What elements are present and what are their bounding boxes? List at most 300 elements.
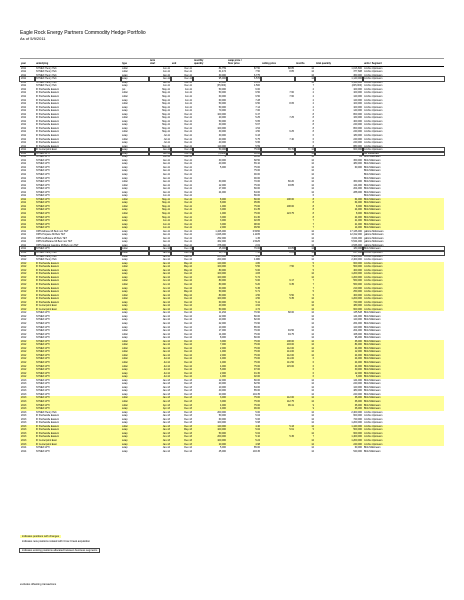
table-cell: Dec-11 — [184, 187, 192, 191]
table-cell: swap — [122, 112, 128, 116]
table-cell: 288,000 — [353, 190, 362, 194]
table-cell: 12 — [311, 70, 314, 74]
table-cell: swap — [121, 208, 149, 212]
table-cell: NYMEX WTI — [36, 190, 50, 194]
table-cell: 7.14 — [255, 105, 260, 109]
table-cell: 75.00 — [254, 332, 260, 336]
table-cell: 24,000 — [315, 361, 363, 365]
table-cell: collar — [121, 251, 149, 255]
table-cell: Dec-11 — [171, 208, 193, 212]
table-cell: Jan-11 — [162, 180, 170, 184]
table-cell: 4.50 — [255, 254, 260, 258]
table-cell: 75.00 — [227, 396, 261, 400]
table-cell: swap — [121, 443, 149, 447]
table-cell: Bbls Midstream — [364, 165, 381, 169]
table-cell: 50,000 — [193, 148, 227, 152]
table-cell: 2013 — [20, 425, 35, 429]
table-cell: 70,000 — [218, 109, 226, 113]
table-cell: 24,000 — [315, 216, 363, 220]
table-cell: 94.75 — [288, 332, 294, 336]
table-cell: 100,000 — [353, 87, 362, 91]
table-cell: 2 — [312, 98, 314, 102]
table-cell: 7.40 — [289, 137, 294, 141]
table-cell: Dec-12 — [171, 361, 193, 365]
table-cell: 12 — [311, 414, 314, 418]
table-cell: Dec-12 — [171, 375, 193, 379]
table-cell: 2012 — [20, 375, 35, 379]
table-cell: 2013 — [21, 392, 27, 396]
table-cell: Jul-12 — [149, 365, 171, 369]
table-cell: 12 — [295, 276, 315, 280]
table-cell: 2011 — [21, 158, 27, 162]
table-cell: swap — [122, 410, 128, 414]
table-cell: Bbls Midstream — [364, 318, 381, 322]
table-cell: Dec-13 — [184, 392, 192, 396]
table-cell: May-11 — [162, 109, 170, 113]
table-cell: Dec-12 — [184, 321, 192, 325]
table-cell: collar — [122, 180, 128, 184]
table-cell: 80,000 — [193, 269, 227, 273]
table-cell: 2011 — [21, 243, 27, 247]
table-cell: 17,000 — [218, 187, 226, 191]
table-cell: 3,000 — [193, 216, 227, 220]
table-cell: 3,180,000 — [351, 254, 362, 258]
table-cell: 480,000 — [315, 304, 363, 308]
table-cell: 2011 — [21, 173, 27, 176]
table-cell: 12 — [311, 229, 314, 233]
table-cell: 2013 — [20, 400, 35, 404]
table-cell: 6 — [295, 372, 315, 376]
table-cell: Jul-12 — [149, 357, 171, 361]
table-cell: 720,000 — [315, 301, 363, 305]
table-cell: 92.05 — [227, 219, 261, 223]
table-cell: Bbls Midstream — [364, 449, 381, 453]
table-cell: mmbtu Upstream — [364, 102, 383, 106]
table-cell: swap — [122, 385, 128, 389]
table-cell: Jan-13 — [162, 385, 170, 389]
column-header: term — [149, 59, 171, 63]
table-cell: Bbls Midstream — [364, 194, 381, 198]
table-cell: 40,000 — [218, 141, 226, 145]
table-cell: 5.45 — [227, 287, 261, 291]
table-cell: put — [122, 87, 126, 91]
table-cell: swap — [122, 119, 128, 123]
table-cell: NYMEX WTI — [35, 216, 121, 220]
table-cell: 2011 — [20, 247, 35, 251]
table-cell: IF Centerpoint East — [35, 443, 121, 447]
table-cell: Jan-12 — [149, 347, 171, 351]
table-cell: 85.00 — [254, 446, 260, 450]
table-cell: 12 — [311, 73, 314, 77]
table-cell: Bbls Midstream — [363, 219, 444, 223]
table-cell: 84.00 — [254, 385, 260, 389]
table-cell: Dec-14 — [184, 449, 192, 453]
table-cell: swap — [122, 325, 128, 329]
table-cell: IF Panhandle Eastern — [36, 144, 60, 148]
table-cell: 6 — [295, 375, 315, 379]
table-cell: mmbtu Upstream — [363, 276, 444, 280]
table-cell: 2011 — [21, 233, 27, 237]
table-cell: 400,000 — [315, 269, 363, 273]
table-cell: 100,000 — [193, 297, 227, 301]
table-cell: 5.67 — [255, 123, 260, 127]
table-cell: Bbls Midstream — [363, 404, 444, 408]
table-cell: swap — [122, 449, 128, 453]
table-cell: 7.60 — [289, 91, 294, 95]
table-cell: IF Centerpoint East — [35, 304, 121, 308]
table-cell: 60,000 — [218, 94, 226, 98]
table-cell: 12 — [311, 389, 314, 393]
table-cell: NYMEX WTI — [35, 340, 121, 344]
table-cell: 2011 — [21, 80, 27, 84]
table-cell: Dec-13 — [184, 389, 192, 393]
table-cell: 9 — [295, 407, 315, 411]
table-cell: Jul-12 — [149, 375, 171, 379]
table-cell: 30,000 — [218, 133, 226, 137]
table-cell: 500,000 — [315, 265, 363, 269]
table-cell: mmbtu Upstream — [363, 443, 444, 447]
table-cell: swap — [122, 194, 128, 198]
table-cell: 2011 — [20, 148, 35, 152]
table-cell: Jan-12 — [149, 343, 171, 347]
table-cell: Jul-11 — [163, 137, 170, 141]
table-cell: 12 — [311, 318, 314, 322]
table-cell: 12,000 — [315, 350, 363, 354]
table-cell: Dec-12 — [184, 325, 192, 329]
table-cell: mmbtu Upstream — [364, 126, 383, 130]
table-cell: 8 — [295, 212, 315, 216]
table-cell: swap — [121, 304, 149, 308]
table-cell: 2011 — [21, 105, 27, 109]
table-cell: Bbls Midstream — [364, 325, 381, 329]
table-cell: Jan-13 — [149, 432, 171, 436]
table-cell: collar — [121, 361, 149, 365]
table-cell: 76.90 — [254, 311, 260, 315]
table-cell: 160,000 — [353, 116, 362, 120]
table-cell: Dec-11 — [184, 119, 192, 123]
table-cell: Bbls Midstream — [363, 361, 444, 365]
table-cell: 31,474 — [218, 70, 226, 74]
table-cell: 80.00 — [227, 198, 261, 202]
table-cell: 8.85 — [261, 251, 295, 255]
table-cell: NYMEX WTI — [35, 365, 121, 369]
table-cell: NYMEX WTI — [35, 396, 121, 400]
table-cell: swap — [122, 229, 128, 233]
table-cell: swap — [122, 158, 128, 162]
table-cell: Bbls Midstream — [364, 158, 381, 162]
table-cell: 80.00 — [254, 187, 260, 191]
table-cell: (6,000) — [193, 152, 227, 156]
table-cell: 12 — [311, 176, 314, 180]
table-cell: Dec-11 — [184, 229, 192, 233]
table-cell: 600,000 — [315, 148, 363, 152]
table-cell: 80,000 — [193, 279, 227, 283]
table-cell: mmbtu Upstream — [364, 112, 383, 116]
table-cell: 112.00 — [261, 354, 295, 358]
table-cell: Jan-11 — [149, 77, 171, 81]
table-cell: IF Panhandle Eastern — [35, 276, 121, 280]
table-cell: 7.28 — [255, 98, 260, 102]
table-cell: 100,000 — [353, 105, 362, 109]
table-cell: 4.50 — [255, 130, 260, 134]
table-cell: 7.50 — [227, 251, 261, 255]
table-cell: NYMEX WTI — [36, 382, 50, 386]
table-cell: Dec-12 — [171, 279, 193, 283]
table-cell: 8.85 — [289, 70, 294, 74]
table-cell: collar — [121, 294, 149, 298]
table-cell: Jan-14 — [162, 446, 170, 450]
table-cell: May-11 — [149, 212, 171, 216]
table-cell: 144,000 — [353, 314, 362, 318]
table-cell: 2012 — [20, 357, 35, 361]
table-cell: 6 — [295, 361, 315, 365]
table-cell: 2012 — [20, 368, 35, 372]
table-cell: May-13 — [171, 428, 193, 432]
table-cell: Dec-12 — [171, 276, 193, 280]
table-cell: 2012 — [20, 276, 35, 280]
table-cell: 7,000 — [193, 343, 227, 347]
table-cell: 7.25 — [289, 116, 294, 120]
table-cell: Bbls Midstream — [364, 329, 381, 333]
table-cell: 12 — [295, 272, 315, 276]
table-cell: Dec-11 — [184, 73, 192, 77]
table-cell: mmbtu Upstream — [364, 73, 383, 77]
table-cell: 50,000 — [193, 308, 227, 312]
table-cell: Jan-11 — [162, 183, 170, 187]
table-cell: 123.75 — [261, 212, 295, 216]
table-cell: 2011 — [21, 165, 27, 169]
table-cell: 2011 — [21, 66, 27, 70]
table-cell: 12 — [311, 236, 314, 240]
table-cell: 86.00 — [254, 194, 260, 198]
table-cell: NYMEX WTI — [36, 446, 50, 450]
table-cell: 10,000 — [218, 385, 226, 389]
table-cell: NYMEX Henry Hub — [36, 66, 57, 70]
table-cell: 5.20 — [227, 283, 261, 287]
table-cell: Jan-12 — [149, 276, 171, 280]
table-cell: May-11 — [162, 112, 170, 116]
table-cell: 12 — [295, 148, 315, 152]
table-cell: swap — [122, 190, 128, 194]
table-cell: Dec-11 — [171, 219, 193, 223]
table-cell: 112.00 — [261, 396, 295, 400]
table-cell: 12 — [311, 173, 314, 176]
table-cell: NYMEX WTI — [36, 314, 50, 318]
table-cell: mmbtu Upstream — [364, 414, 383, 418]
table-cell: swap — [122, 414, 128, 418]
table-cell: mmbtu Upstream — [363, 283, 444, 287]
table-cell: Bbls Midstream — [363, 354, 444, 358]
table-cell: 12 — [295, 251, 315, 255]
table-cell: 76.00 — [254, 329, 260, 333]
table-cell: 12 — [311, 80, 314, 84]
table-cell: NYMEX WTI — [35, 407, 121, 411]
table-cell: 240,000 — [353, 130, 362, 134]
table-cell: swap — [121, 439, 149, 443]
table-cell: Jan-11 — [162, 176, 170, 180]
table-cell: 6,000 — [315, 375, 363, 379]
table-cell: collar — [122, 137, 128, 141]
column-header: floor price — [227, 62, 261, 66]
table-cell: 24,000 — [315, 347, 363, 351]
table-cell: 1,000 — [193, 212, 227, 216]
table-cell: 40,000 — [218, 162, 226, 166]
table-cell: 12,000 — [218, 314, 226, 318]
table-cell: 2011 — [21, 133, 27, 137]
table-cell: NYMEX Henry Hub — [35, 77, 121, 81]
table-cell: 75.00 — [254, 183, 260, 187]
table-cell: 5 — [295, 262, 315, 266]
column-header: year — [20, 62, 35, 66]
table-cell: May-12 — [171, 265, 193, 269]
table-cell: Jun-11 — [162, 194, 170, 198]
table-cell: collar — [122, 332, 128, 336]
table-cell: 4.40 — [227, 425, 261, 429]
table-cell: Bbls Midstream — [364, 187, 381, 191]
table-cell: 2011 — [21, 194, 27, 198]
table-cell: Jan-13 — [149, 443, 171, 447]
table-cell: mmbtu Upstream — [364, 91, 383, 95]
table-cell: Dec-11 — [171, 226, 193, 230]
table-cell: 75.00 — [227, 361, 261, 365]
table-row — [20, 450, 444, 454]
table-cell: 5,000 — [220, 446, 226, 450]
table-cell: 264,000 — [353, 321, 362, 325]
table-cell: 880,000 — [353, 144, 362, 148]
table-cell: swap — [122, 155, 128, 159]
table-cell: Dec-12 — [171, 340, 193, 344]
table-cell: 5 — [295, 428, 315, 432]
legend-item — [20, 540, 92, 543]
table-cell: 75.00 — [227, 400, 261, 404]
table-cell: 12 — [311, 254, 314, 258]
table-cell: collar — [122, 254, 128, 258]
table-cell: 80.20 — [288, 180, 294, 184]
table-cell: Jun-12 — [149, 283, 171, 287]
table-cell: OPIS Ethane Mt Belv non TET — [36, 229, 69, 233]
table-cell: NYMEX WTI — [35, 357, 121, 361]
table-cell: 3,000 — [193, 340, 227, 344]
table-cell: 3,000 — [193, 219, 227, 223]
table-cell: 240,000 — [353, 141, 362, 145]
table-cell: 10,000 — [218, 318, 226, 322]
table-cell: NYMEX WTI — [36, 165, 50, 169]
table-cell: 60,000 — [218, 98, 226, 102]
table-cell: 36,000 — [315, 404, 363, 408]
table-cell: 5,000 — [193, 368, 227, 372]
table-cell: Bbls Midstream — [363, 201, 444, 205]
table-cell: NYMEX WTI — [35, 350, 121, 354]
table-cell: 100,000 — [193, 428, 227, 432]
table-cell: swap — [121, 432, 149, 436]
table-cell: 2011 — [20, 223, 35, 227]
table-cell: Bbls Midstream — [363, 365, 444, 369]
table-cell: swap — [122, 236, 128, 240]
table-cell: 144,000 — [353, 378, 362, 382]
column-header: units / Segment — [363, 62, 444, 66]
table-cell: NYMEX WTI — [36, 392, 50, 396]
table-cell: Jan-11 — [162, 187, 170, 191]
table-cell: 64,000 — [315, 198, 363, 202]
table-cell: 91.30 — [227, 372, 261, 376]
table-cell: 5.50 — [227, 265, 261, 269]
table-cell: 76.90 — [254, 321, 260, 325]
table-cell: Jan-11 — [162, 236, 170, 240]
table-cell: 7 — [295, 226, 315, 230]
table-cell: Jan-14 — [162, 449, 170, 453]
table-cell: 90.00 — [254, 173, 260, 176]
table-cell: 4,536,000 — [351, 243, 362, 247]
table-cell: Bbls Midstream — [364, 190, 381, 194]
table-cell: 2013 — [21, 414, 27, 418]
table-cell: 2013 — [20, 404, 35, 408]
table-cell: Jun-11 — [184, 102, 192, 106]
table-cell: 2,000 — [193, 226, 227, 230]
table-cell: 100,000 — [193, 272, 227, 276]
table-cell: 90.00 — [227, 152, 261, 156]
table-cell: 4,000 — [193, 404, 227, 408]
column-header: ceiling price — [261, 62, 295, 66]
table-cell: 75.00 — [227, 365, 261, 369]
table-cell: Bbls Midstream — [364, 183, 381, 187]
table-cell: 480,000 — [353, 162, 362, 166]
table-cell: Jan-13 — [162, 382, 170, 386]
table-cell: 4.98 — [227, 443, 261, 447]
report-title: Eagle Rock Energy Partners Commodity Hedge Portfolio — [20, 30, 146, 36]
table-cell: 100,000 — [217, 421, 226, 425]
table-cell: 100,000 — [353, 102, 362, 106]
table-cell: collar — [121, 350, 149, 354]
table-cell: 50,000 — [218, 105, 226, 109]
table-cell: Dec-11 — [171, 198, 193, 202]
table-cell: 12 — [311, 382, 314, 386]
table-cell: 2011 — [21, 183, 27, 187]
table-cell: mmbtu Upstream — [364, 70, 383, 74]
table-cell: 2012 — [20, 365, 35, 369]
table-cell: 2013 — [21, 410, 27, 414]
table-cell: Jan-12 — [149, 297, 171, 301]
table-cell: Jul-11 — [163, 141, 170, 145]
table-cell: Dec-12 — [171, 354, 193, 358]
table-cell: Dec-11 — [184, 144, 192, 148]
table-cell: 30,000 — [218, 180, 226, 184]
table-cell: NYMEX WTI — [36, 449, 50, 453]
table-cell: Dec-12 — [171, 297, 193, 301]
table-cell: 1,140,000 — [315, 77, 363, 81]
table-cell: 1,000 — [193, 205, 227, 209]
table-cell: 237,060 — [315, 251, 363, 255]
table-cell: 84,759 — [218, 66, 226, 70]
table-cell: swap — [121, 148, 149, 152]
table-cell: 12 — [311, 180, 314, 184]
table-cell: OPIS IsoButane Mt Belv TET — [36, 236, 67, 240]
table-cell: 100,000 — [193, 265, 227, 269]
table-cell: Jan-11 — [162, 162, 170, 166]
table-cell: mmbtu Upstream — [364, 84, 383, 88]
table-cell: 800,000 — [353, 112, 362, 116]
table-cell: IF Panhandle Eastern — [36, 133, 60, 137]
table-cell: mmbtu Upstream — [363, 287, 444, 291]
table-cell: 108.00 — [261, 198, 295, 202]
table-cell: 12 — [311, 321, 314, 325]
table-cell: 5.61 — [261, 428, 295, 432]
table-cell: 24,000 — [315, 354, 363, 358]
table-cell: Bbls Midstream — [363, 357, 444, 361]
table-cell: 5 — [295, 290, 315, 294]
table-cell: 21,000 — [315, 219, 363, 223]
table-cell: Apr-13 — [149, 407, 171, 411]
table-cell: 11,294 — [218, 311, 226, 315]
